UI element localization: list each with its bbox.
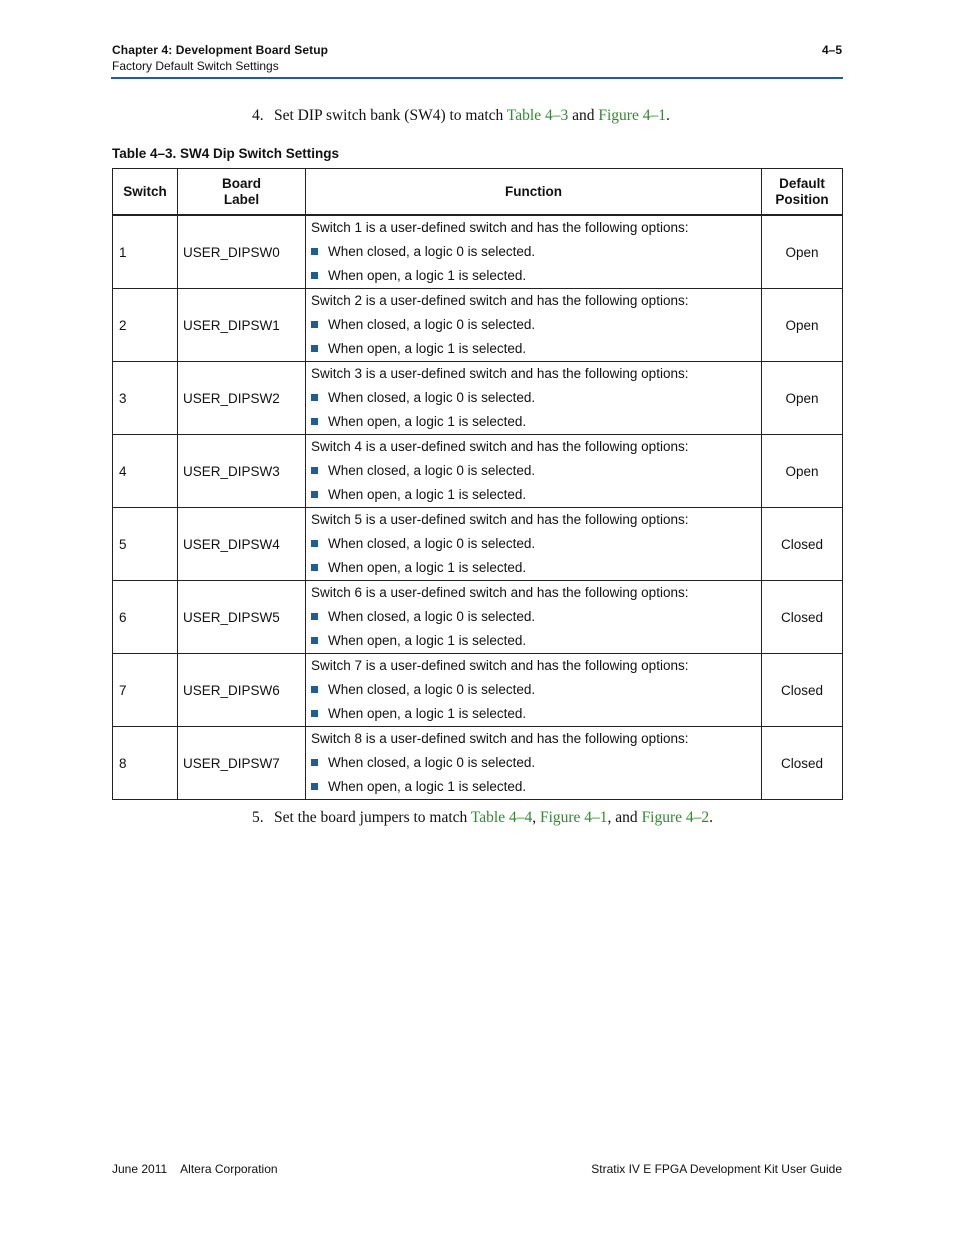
bullet-square-icon bbox=[311, 686, 318, 693]
board-label: USER_DIPSW4 bbox=[178, 508, 306, 581]
function-intro: Switch 7 is a user-defined switch and has the following options: bbox=[311, 658, 689, 673]
switch-number: 6 bbox=[113, 581, 178, 654]
table-row bbox=[113, 581, 843, 654]
function-cell bbox=[306, 435, 762, 508]
option-closed: When closed, a logic 0 is selected. bbox=[311, 751, 761, 775]
bullet-square-icon bbox=[311, 345, 318, 352]
option-closed: When closed, a logic 0 is selected. bbox=[311, 459, 761, 483]
bullet-square-icon bbox=[311, 564, 318, 571]
option-open: When open, a logic 1 is selected. bbox=[311, 264, 761, 288]
bullet-square-icon bbox=[311, 540, 318, 547]
step-text: Set DIP switch bank (SW4) to match bbox=[274, 107, 507, 124]
step-text: Set the board jumpers to match bbox=[274, 809, 471, 826]
default-position: Open bbox=[762, 362, 843, 435]
function-intro: Switch 1 is a user-defined switch and has the following options: bbox=[311, 220, 689, 235]
default-position: Open bbox=[762, 289, 843, 362]
table-row bbox=[113, 727, 843, 800]
board-label: USER_DIPSW1 bbox=[178, 289, 306, 362]
bullet-square-icon bbox=[311, 491, 318, 498]
function-intro: Switch 2 is a user-defined switch and has the following options: bbox=[311, 293, 689, 308]
function-cell bbox=[306, 581, 762, 654]
switch-number: 4 bbox=[113, 435, 178, 508]
step-number: 5. bbox=[252, 809, 264, 826]
option-open: When open, a logic 1 is selected. bbox=[311, 410, 761, 434]
default-position: Closed bbox=[762, 654, 843, 727]
chapter-title: Chapter 4: Development Board Setup bbox=[112, 43, 329, 57]
option-closed: When closed, a logic 0 is selected. bbox=[311, 313, 761, 337]
switch-number: 1 bbox=[113, 215, 178, 289]
board-label: USER_DIPSW6 bbox=[178, 654, 306, 727]
col-board-label: Board Label bbox=[178, 169, 306, 216]
option-closed: When closed, a logic 0 is selected. bbox=[311, 386, 761, 410]
footer-company: Altera Corporation bbox=[180, 1162, 278, 1176]
step-text: and bbox=[568, 107, 599, 124]
link-figure-4-1[interactable]: Figure 4–1 bbox=[598, 107, 666, 124]
bullet-square-icon bbox=[311, 613, 318, 620]
bullet-square-icon bbox=[311, 418, 318, 425]
default-position: Closed bbox=[762, 508, 843, 581]
function-cell bbox=[306, 362, 762, 435]
step-text: , and bbox=[607, 809, 642, 826]
table-row bbox=[113, 508, 843, 581]
option-open: When open, a logic 1 is selected. bbox=[311, 702, 761, 726]
option-open: When open, a logic 1 is selected. bbox=[311, 337, 761, 361]
switch-number: 8 bbox=[113, 727, 178, 800]
table-header-row bbox=[113, 169, 843, 216]
table-row bbox=[113, 435, 843, 508]
option-open: When open, a logic 1 is selected. bbox=[311, 629, 761, 653]
link-figure-4-1[interactable]: Figure 4–1 bbox=[539, 809, 608, 826]
step-text: , bbox=[532, 809, 540, 826]
col-default-position: Default Position bbox=[762, 169, 843, 216]
function-intro: Switch 8 is a user-defined switch and has the following options: bbox=[311, 731, 689, 746]
header-rule bbox=[111, 77, 843, 79]
bullet-square-icon bbox=[311, 783, 318, 790]
option-closed: When closed, a logic 0 is selected. bbox=[311, 532, 761, 556]
bullet-square-icon bbox=[311, 248, 318, 255]
bullet-square-icon bbox=[311, 467, 318, 474]
bullet-square-icon bbox=[311, 637, 318, 644]
footer-date: June 2011 bbox=[112, 1162, 168, 1176]
function-intro: Switch 4 is a user-defined switch and has the following options: bbox=[311, 439, 689, 454]
function-intro: Switch 5 is a user-defined switch and has the following options: bbox=[311, 512, 689, 527]
table-row bbox=[113, 362, 843, 435]
function-cell bbox=[306, 654, 762, 727]
bullet-square-icon bbox=[311, 272, 318, 279]
sw4-settings-table bbox=[112, 168, 843, 800]
bullet-square-icon bbox=[311, 394, 318, 401]
switch-number: 2 bbox=[113, 289, 178, 362]
table-row bbox=[113, 289, 843, 362]
link-figure-4-2[interactable]: Figure 4–2 bbox=[641, 809, 710, 826]
bullet-square-icon bbox=[311, 321, 318, 328]
page-number: 4–5 bbox=[821, 43, 842, 57]
bullet-square-icon bbox=[311, 710, 318, 717]
function-cell bbox=[306, 508, 762, 581]
option-open: When open, a logic 1 is selected. bbox=[311, 775, 761, 799]
function-cell bbox=[306, 215, 762, 289]
table-row bbox=[113, 654, 843, 727]
switch-number: 3 bbox=[113, 362, 178, 435]
step-number: 4. bbox=[252, 107, 264, 124]
col-function: Function bbox=[306, 169, 762, 216]
option-open: When open, a logic 1 is selected. bbox=[311, 556, 761, 580]
option-closed: When closed, a logic 0 is selected. bbox=[311, 678, 761, 702]
function-cell bbox=[306, 727, 762, 800]
function-intro: Switch 6 is a user-defined switch and has the following options: bbox=[311, 585, 689, 600]
function-intro: Switch 3 is a user-defined switch and has the following options: bbox=[311, 366, 689, 381]
board-label: USER_DIPSW2 bbox=[178, 362, 306, 435]
option-closed: When closed, a logic 0 is selected. bbox=[311, 605, 761, 629]
default-position: Closed bbox=[762, 727, 843, 800]
board-label: USER_DIPSW7 bbox=[178, 727, 306, 800]
board-label: USER_DIPSW3 bbox=[178, 435, 306, 508]
default-position: Open bbox=[762, 215, 843, 289]
step-4 bbox=[252, 107, 670, 125]
link-table-4-4[interactable]: Table 4–4 bbox=[470, 809, 533, 826]
step-5 bbox=[252, 809, 713, 827]
function-cell bbox=[306, 289, 762, 362]
col-switch: Switch bbox=[113, 169, 178, 216]
default-position: Closed bbox=[762, 581, 843, 654]
step-text: . bbox=[709, 809, 714, 826]
board-label: USER_DIPSW0 bbox=[178, 215, 306, 289]
table-row bbox=[113, 215, 843, 289]
section-title: Factory Default Switch Settings bbox=[112, 59, 279, 73]
option-closed: When closed, a logic 0 is selected. bbox=[311, 240, 761, 264]
table-caption: Table 4–3. SW4 Dip Switch Settings bbox=[112, 146, 340, 161]
footer-left bbox=[112, 1162, 278, 1176]
step-text: . bbox=[665, 107, 670, 124]
switch-number: 5 bbox=[113, 508, 178, 581]
link-table-4-3[interactable]: Table 4–3 bbox=[506, 107, 569, 124]
switch-number: 7 bbox=[113, 654, 178, 727]
default-position: Open bbox=[762, 435, 843, 508]
bullet-square-icon bbox=[311, 759, 318, 766]
option-open: When open, a logic 1 is selected. bbox=[311, 483, 761, 507]
page-header bbox=[112, 43, 842, 73]
footer-title: Stratix IV E FPGA Development Kit User Guide bbox=[591, 1162, 842, 1176]
board-label: USER_DIPSW5 bbox=[178, 581, 306, 654]
